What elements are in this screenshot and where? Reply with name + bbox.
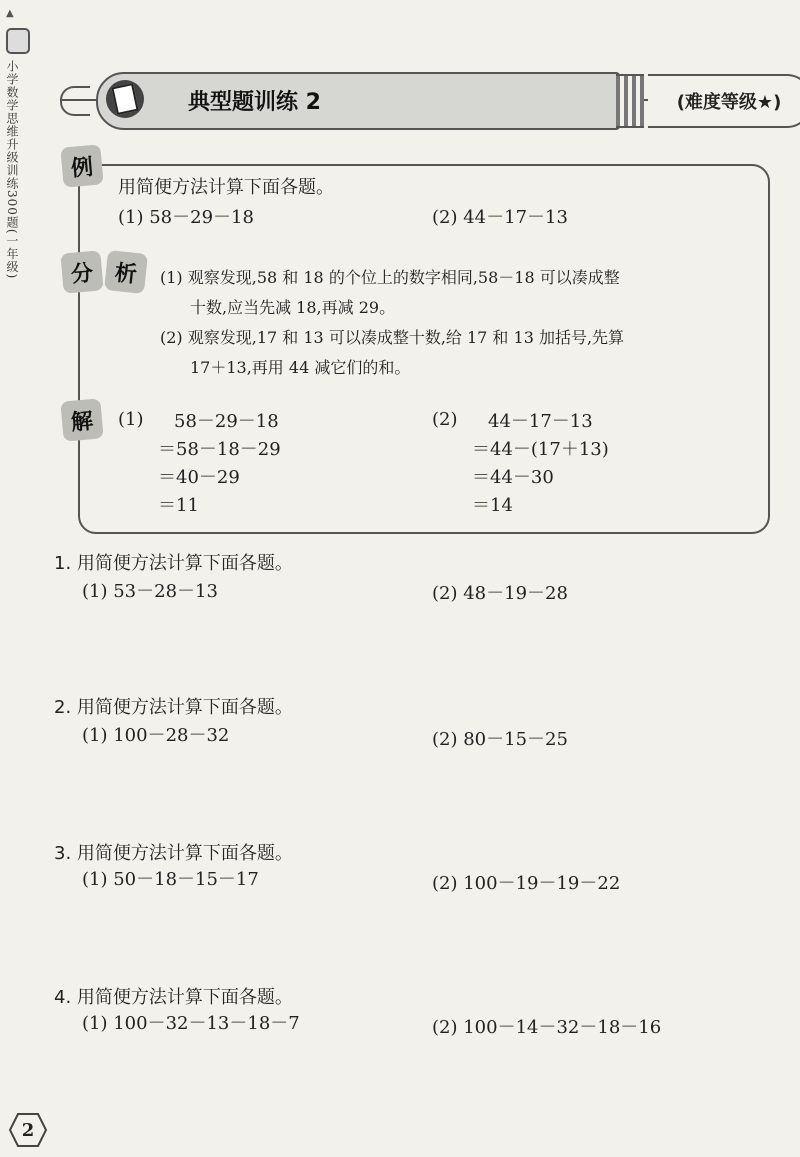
- solution-tag: 解: [60, 398, 103, 441]
- solution-2-line-4: ＝14: [472, 495, 513, 516]
- solution-2-line-3: ＝44－30: [472, 467, 554, 488]
- problem-3-item-1: (1) 50－18－15－17: [82, 869, 259, 890]
- phone-icon: [106, 80, 144, 118]
- problem-1-item-2: (2) 48－19－28: [432, 583, 568, 604]
- side-spine: [0, 0, 30, 1157]
- analysis-line-1: (1) 观察发现,58 和 18 的个位上的数字相同,58－18 可以凑成整: [160, 268, 620, 287]
- analysis-line-4: 17＋13,再用 44 减它们的和。: [190, 358, 411, 377]
- analysis-tag-2: 析: [104, 250, 148, 294]
- solution-1-line-1: 58－29－18: [174, 411, 279, 432]
- analysis-tag-1: 分: [60, 250, 103, 293]
- problem-3-item-2: (2) 100－19－19－22: [432, 873, 621, 894]
- problem-4-heading: 4. 用简便方法计算下面各题。: [54, 987, 293, 1008]
- book-icon: [6, 28, 30, 54]
- example-item-1: (1) 58－29－18: [118, 207, 254, 228]
- example-tag: 例: [60, 144, 103, 187]
- banner-title-box: [96, 72, 620, 130]
- page-number: [8, 1112, 48, 1148]
- problem-4-item-2: (2) 100－14－32－18－16: [432, 1017, 662, 1038]
- solution-1-line-2: ＝58－18－29: [158, 439, 281, 460]
- triangle-icon: ▲: [6, 8, 14, 19]
- example-item-2: (2) 44－17－13: [432, 207, 568, 228]
- problem-1-item-1: (1) 53－28－13: [82, 581, 218, 602]
- solution-1-label: (1): [118, 409, 144, 430]
- analysis-line-2: 十数,应当先减 18,再减 29。: [190, 298, 396, 317]
- problem-4-item-1: (1) 100－32－13－18－7: [82, 1013, 300, 1034]
- problem-2-item-1: (1) 100－28－32: [82, 725, 230, 746]
- problem-2-heading: 2. 用简便方法计算下面各题。: [54, 697, 293, 718]
- problem-1-heading: 1. 用简便方法计算下面各题。: [54, 553, 293, 574]
- solution-1-line-4: ＝11: [158, 495, 199, 516]
- solution-2-line-2: ＝44－(17＋13): [472, 439, 609, 460]
- banner-curl-decoration: [60, 86, 90, 116]
- analysis-line-3: (2) 观察发现,17 和 13 可以凑成整十数,给 17 和 13 加括号,先算: [160, 328, 625, 347]
- example-prompt: 用简便方法计算下面各题。: [118, 177, 334, 198]
- solution-1-line-3: ＝40－29: [158, 467, 240, 488]
- section-title: 典型题训练 2: [188, 90, 321, 115]
- solution-2-line-1: 44－17－13: [488, 411, 593, 432]
- film-strip-decoration: [616, 74, 644, 128]
- page-number-text: 2: [21, 1119, 35, 1141]
- problem-3-heading: 3. 用简便方法计算下面各题。: [54, 843, 293, 864]
- difficulty-label: (难度等级★): [648, 74, 800, 128]
- solution-2-label: (2): [432, 409, 458, 430]
- section-banner: [60, 64, 782, 130]
- problem-2-item-2: (2) 80－15－25: [432, 729, 568, 750]
- book-title-vertical: 小学数学思维升级训练300题(一年级): [5, 60, 19, 280]
